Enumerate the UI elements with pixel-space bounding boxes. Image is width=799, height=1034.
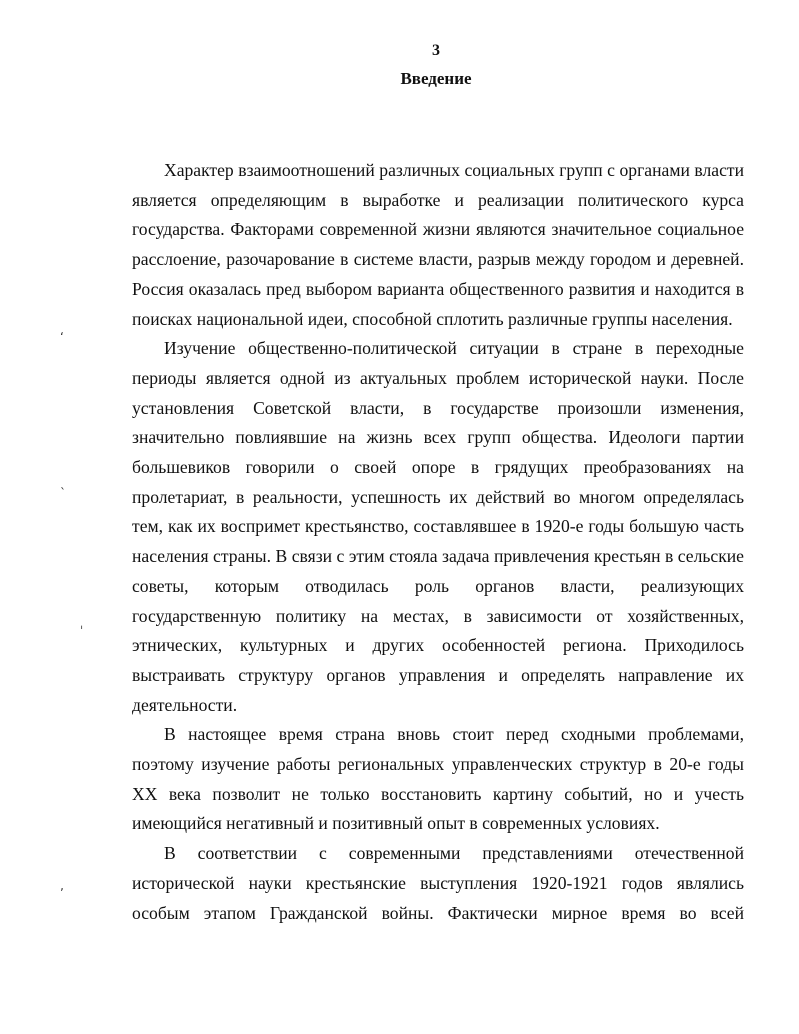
body-text bbox=[132, 156, 744, 928]
scan-speck: ˋ bbox=[60, 486, 66, 500]
scan-speck: ˈ bbox=[80, 624, 84, 638]
page-number: 3 bbox=[432, 42, 440, 59]
scan-speck: ʻ bbox=[60, 330, 64, 344]
paragraph-3: В настоящее время страна вновь стоит перед сходными проблемами, поэтому изучение работы региональных управленческих структур в 20-е годы XX века позволит не только восстановить картину событий, но и учесть имеющийся негативный и позитивный опыт в современных условиях. bbox=[132, 724, 744, 834]
paragraph-2: Изучение общественно-политической ситуации в стране в переходные периоды является одной из актуальных проблем исторической науки. После установления Советской власти, в государстве произошли изменения, значительно повлиявшие на жизнь всех групп общества. Идеологи партии большевиков говорили о своей опоре в грядущих преобразованиях на пролетариат, в реальности, успешность их действий во многом определялась тем, как их воспримет крестьянство, составлявшее в 1920-е годы большую часть населения страны. В связи с этим стояла задача привлечения крестьян в сельские советы, которым отводилась роль органов власти, реализующих государственную политику на местах, в зависимости от хозяйственных, этнических, культурных и других особенностей региона. Приходилось выстраивать структуру органов управления и определять направление их деятельности. bbox=[132, 338, 744, 715]
section-heading: Введение bbox=[400, 69, 472, 88]
paragraph-4: В соответствии с современными представлениями отечественной исторической науки крестьянские выступления 1920-1921 годов являлись особым этапом Гражданской войны. Фактически мирное время во всей bbox=[132, 843, 744, 923]
scan-speck: ʼ bbox=[60, 886, 64, 900]
paragraph-1: Характер взаимоотношений различных социальных групп с органами власти является определяющим в выработке и реализации политического курса государства. Факторами современной жизни являются значительное социальное расслоение, разочарование в системе власти, разрыв между городом и деревней. Россия оказалась пред выбором варианта общественного развития и находится в поисках национальной идеи, способной сплотить различные группы населения. bbox=[132, 160, 744, 329]
